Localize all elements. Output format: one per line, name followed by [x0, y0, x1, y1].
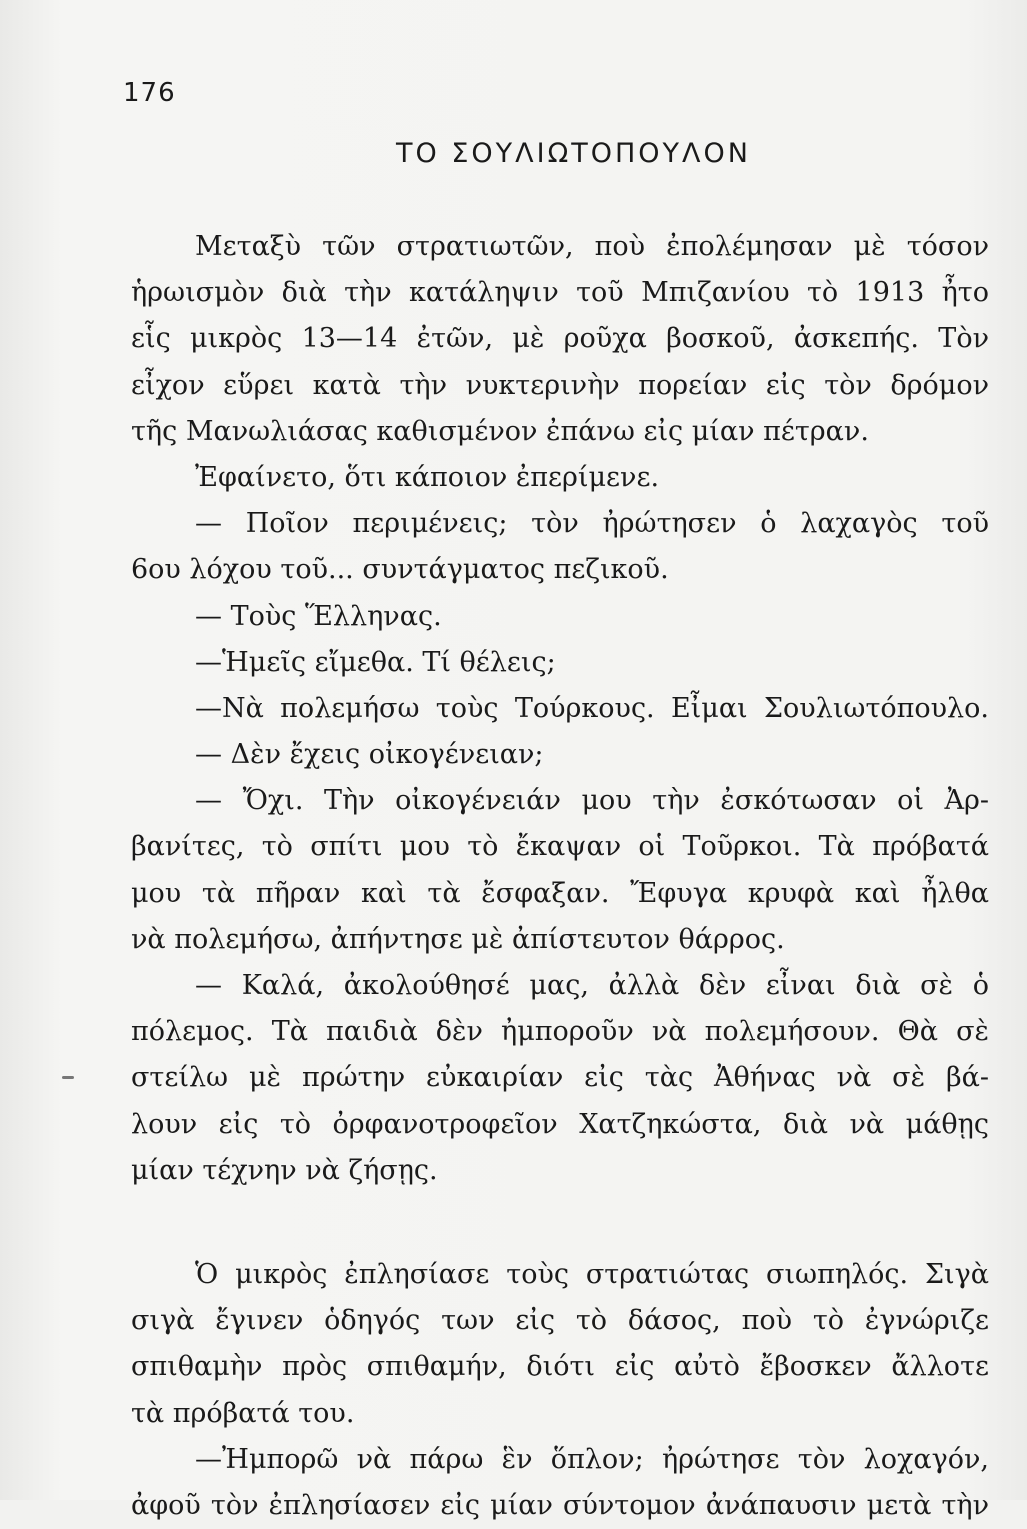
text-line: σιγὰ ἔγινεν ὁδηγός των εἰς τὸ δάσος, ποὺ τὸ ἐγνώριζε: [131, 1305, 989, 1337]
text-line: μου τὰ πῆραν καὶ τὰ ἔσφαξαν. Ἔφυγα κρυφὰ καὶ ἦλθα: [131, 877, 989, 909]
text-line: 6ου λόχου τοῦ... συντάγματος πεζικοῦ.: [131, 554, 669, 586]
text-line: τὰ πρόβατά του.: [131, 1397, 355, 1429]
body-text: [131, 224, 989, 1529]
text-line: νὰ πολεμήσω, ἀπήντησε μὲ ἀπίστευτον θάρρος.: [131, 923, 785, 955]
text-line: ἡρωισμὸν διὰ τὴν κατάληψιν τοῦ Μπιζανίου τὸ 1913 ἦτο: [131, 277, 989, 309]
text-line: σπιθαμὴν πρὸς σπιθαμήν, διότι εἰς αὐτὸ ἔβοσκεν ἄλλοτε: [131, 1351, 989, 1383]
text-line: — Ποῖον περιμένεις; τὸν ἠρώτησεν ὁ λαχαγὸς τοῦ: [195, 508, 989, 540]
text-line: τῆς Μανωλιάσας καθισμένον ἐπάνω εἰς μίαν πέτραν.: [131, 415, 869, 447]
text-line: πόλεμος. Τὰ παιδιὰ δὲν ἠμποροῦν νὰ πολεμήσουν. Θὰ σὲ: [131, 1016, 989, 1048]
text-line: — Δὲν ἔχεις οἰκογένειαν;: [195, 739, 544, 771]
text-line: Ἐφαίνετο, ὅτι κάποιον ἐπερίμενε.: [195, 461, 660, 493]
text-line: — Ὄχι. Τὴν οἰκογένειάν μου τὴν ἐσκότωσαν οἱ Ἀρ-: [195, 785, 989, 817]
text-line: στείλω μὲ πρώτην εὐκαιρίαν εἰς τὰς Ἀθήνας νὰ σὲ βά-: [131, 1062, 989, 1094]
text-line: Ὁ μικρὸς ἐπλησίασε τοὺς στρατιώτας σιωπηλός. Σιγὰ: [195, 1258, 989, 1290]
text-line: βανίτες, τὸ σπίτι μου τὸ ἔκαψαν οἱ Τοῦρκοι. Τὰ πρόβατά: [131, 831, 989, 863]
text-line: — Τοὺς Ἕλληνας.: [195, 600, 442, 632]
text-line: εἷς μικρὸς 13—14 ἐτῶν, μὲ ροῦχα βοσκοῦ, ἀσκεπής. Τὸν: [131, 323, 989, 355]
text-line: εἶχον εὕρει κατὰ τὴν νυκτερινὴν πορείαν εἰς τὸν δρόμον: [131, 369, 989, 401]
text-line: — Καλά, ἀκολούθησέ μας, ἀλλὰ δὲν εἶναι διὰ σὲ ὁ: [195, 970, 989, 1001]
text-line: μίαν τέχνην νὰ ζήσῃς.: [131, 1154, 438, 1186]
pencil-mark: [62, 1076, 74, 1079]
page-number: 176: [123, 78, 176, 108]
text-line: Μεταξὺ τῶν στρατιωτῶν, ποὺ ἐπολέμησαν μὲ τόσον: [195, 231, 989, 262]
text-line: ἀφοῦ τὸν ἐπλησίασεν εἰς μίαν σύντομον ἀνάπαυσιν μετὰ τὴν: [131, 1489, 989, 1521]
text-line: λουν εἰς τὸ ὀρφανοτροφεῖον Χατζηκώστα, διὰ νὰ μάθῃς: [131, 1108, 989, 1140]
chapter-title: ΤΟ ΣΟΥΛΙΩΤΟΠΟΥΛΟΝ: [396, 138, 751, 169]
text-line: —Ἡμεῖς εἴμεθα. Τί θέλεις;: [195, 646, 556, 678]
text-line: —Νὰ πολεμήσω τοὺς Τούρκους. Εἶμαι Σουλιωτόπουλο.: [195, 692, 989, 724]
text-line: —Ἠμπορῶ νὰ πάρω ἓν ὅπλον; ἠρώτησε τὸν λοχαγόν,: [195, 1443, 989, 1475]
